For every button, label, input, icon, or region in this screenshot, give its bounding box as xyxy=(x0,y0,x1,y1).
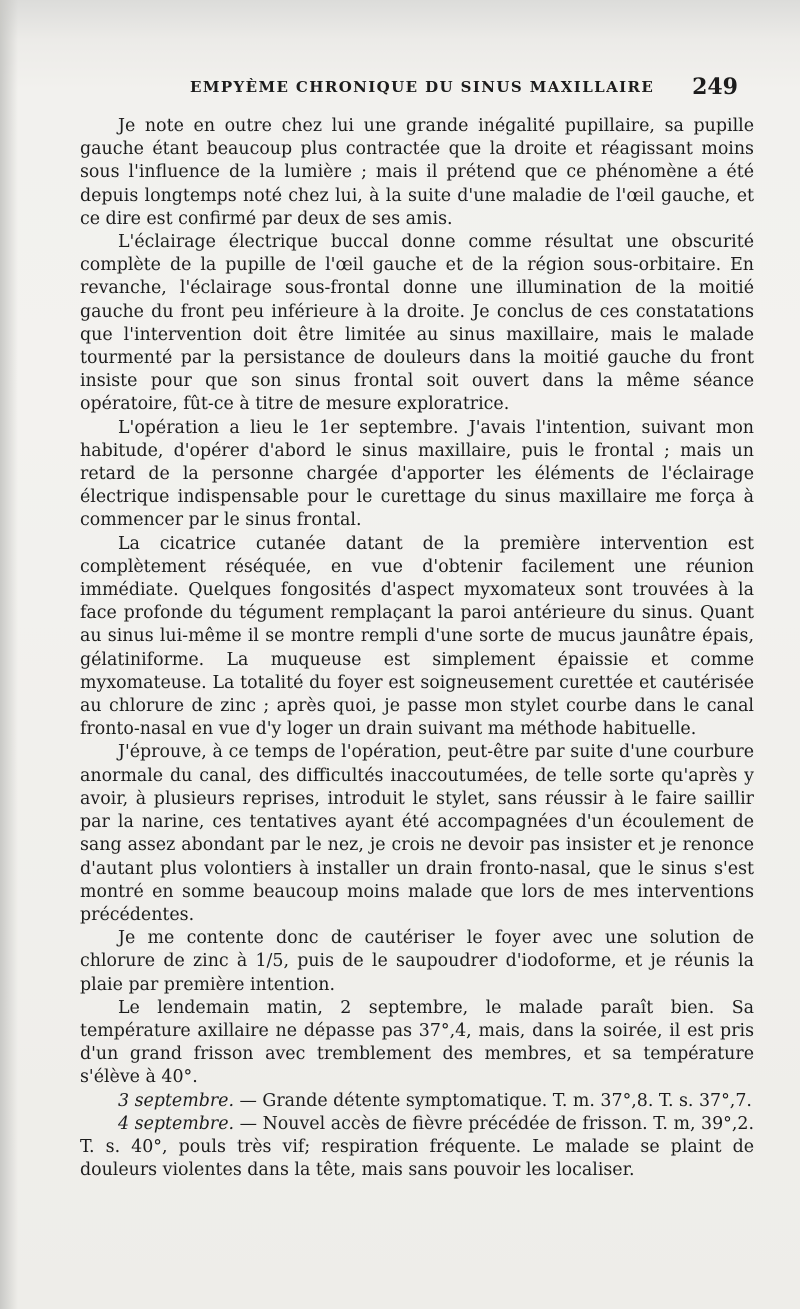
entry-date: 3 septembre. xyxy=(118,1090,234,1111)
diary-entry xyxy=(80,1090,754,1113)
paragraph: Je note en outre chez lui une grande inégalité pupillaire, sa pupille gauche étant beaucoup plus contractée que la droite et réagissant moins sous l'influence de la lumière ; mais il prétend que ce phénomène a été depuis longtemps noté chez lui, à la suite d'une maladie de l'œil gauche, et ce dire est confirmé par deux de ses amis. xyxy=(80,116,754,229)
entry-text: — Grande détente symptomatique. T. m. 37°,8. T. s. 37°,7. xyxy=(233,1090,752,1111)
paragraph: L'opération a lieu le 1er septembre. J'avais l'intention, suivant mon habitude, d'opérer d'abord le sinus maxillaire, puis le frontal ; mais un retard de la personne chargée d'apporter les éléments de l'éclairage électrique indispensable pour le curettage du sinus maxillaire me força à commencer par le sinus frontal. xyxy=(80,417,754,531)
diary-entry xyxy=(80,1113,754,1183)
paragraph: J'éprouve, à ce temps de l'opération, peut-être par suite d'une courbure anormale du canal, des difficultés inaccoutumées, de telle sorte qu'après y avoir, à plusieurs reprises, introduit le stylet, sans réussir à le faire saillir par la narine, ces tentatives ayant été accompagnées d'un écoulement de sang assez abondant par le nez, je crois ne devoir pas insister et je renonce d'autant plus volontiers à installer un drain fronto-nasal, que le sinus s'est montré en somme beaucoup moins malade que lors de mes interventions précédentes. xyxy=(80,742,754,925)
page-binding-shadow xyxy=(0,0,18,1309)
page-header xyxy=(80,74,738,104)
paragraph: Je me contente donc de cautériser le foyer avec une solution de chlorure de zinc à 1/5, puis de le saupoudrer d'iodoforme, et je réunis la plaie par première intention. xyxy=(80,928,754,995)
running-title: EMPYÈME CHRONIQUE DU SINUS MAXILLAIRE xyxy=(190,78,655,96)
entry-text: — Nouvel accès de fièvre précédée de frisson. T. m, 39°,2. T. s. 40°, pouls très vif; respiration fréquente. Le malade se plaint de douleurs violentes dans la tête, mais sans pouvoir les localiser. xyxy=(80,1113,754,1181)
paragraph: Le lendemain matin, 2 septembre, le malade paraît bien. Sa température axillaire ne dépasse pas 37°,4, mais, dans la soirée, il est pris d'un grand frisson avec tremblement des membres, et sa température s'élève à 40°. xyxy=(80,997,754,1088)
paragraph: L'éclairage électrique buccal donne comme résultat une obscurité complète de la pupille de l'œil gauche et de la région sous-orbitaire. En revanche, l'éclairage sous-frontal donne une illumination de la moitié gauche du front peu inférieure à la droite. Je conclus de ces constatations que l'intervention doit être limitée au sinus maxillaire, mais le malade tourmenté par la persistance de douleurs dans la moitié gauche du front insiste pour que son sinus frontal soit ouvert dans la même séance opératoire, fût-ce à titre de mesure exploratrice. xyxy=(80,232,754,415)
page-number: 249 xyxy=(692,74,738,100)
entry-date: 4 septembre. xyxy=(118,1113,235,1134)
body-text xyxy=(80,115,754,1182)
paragraph: La cicatrice cutanée datant de la première intervention est complètement réséquée, en vue d'obtenir facilement une réunion immédiate. Quelques fongosités d'aspect myxomateux sont trouvées à la face profonde du tégument remplaçant la paroi antérieure du sinus. Quant au sinus lui-même il se montre rempli d'une sorte de mucus jaunâtre épais, gélatiniforme. La muqueuse est simplement épaissie et comme myxomateuse. La totalité du foyer est soigneusement curettée et cautérisée au chlorure de zinc ; après quoi, je passe mon stylet courbe dans le canal fronto-nasal en vue d'y loger un drain suivant ma méthode habituelle. xyxy=(80,533,754,740)
